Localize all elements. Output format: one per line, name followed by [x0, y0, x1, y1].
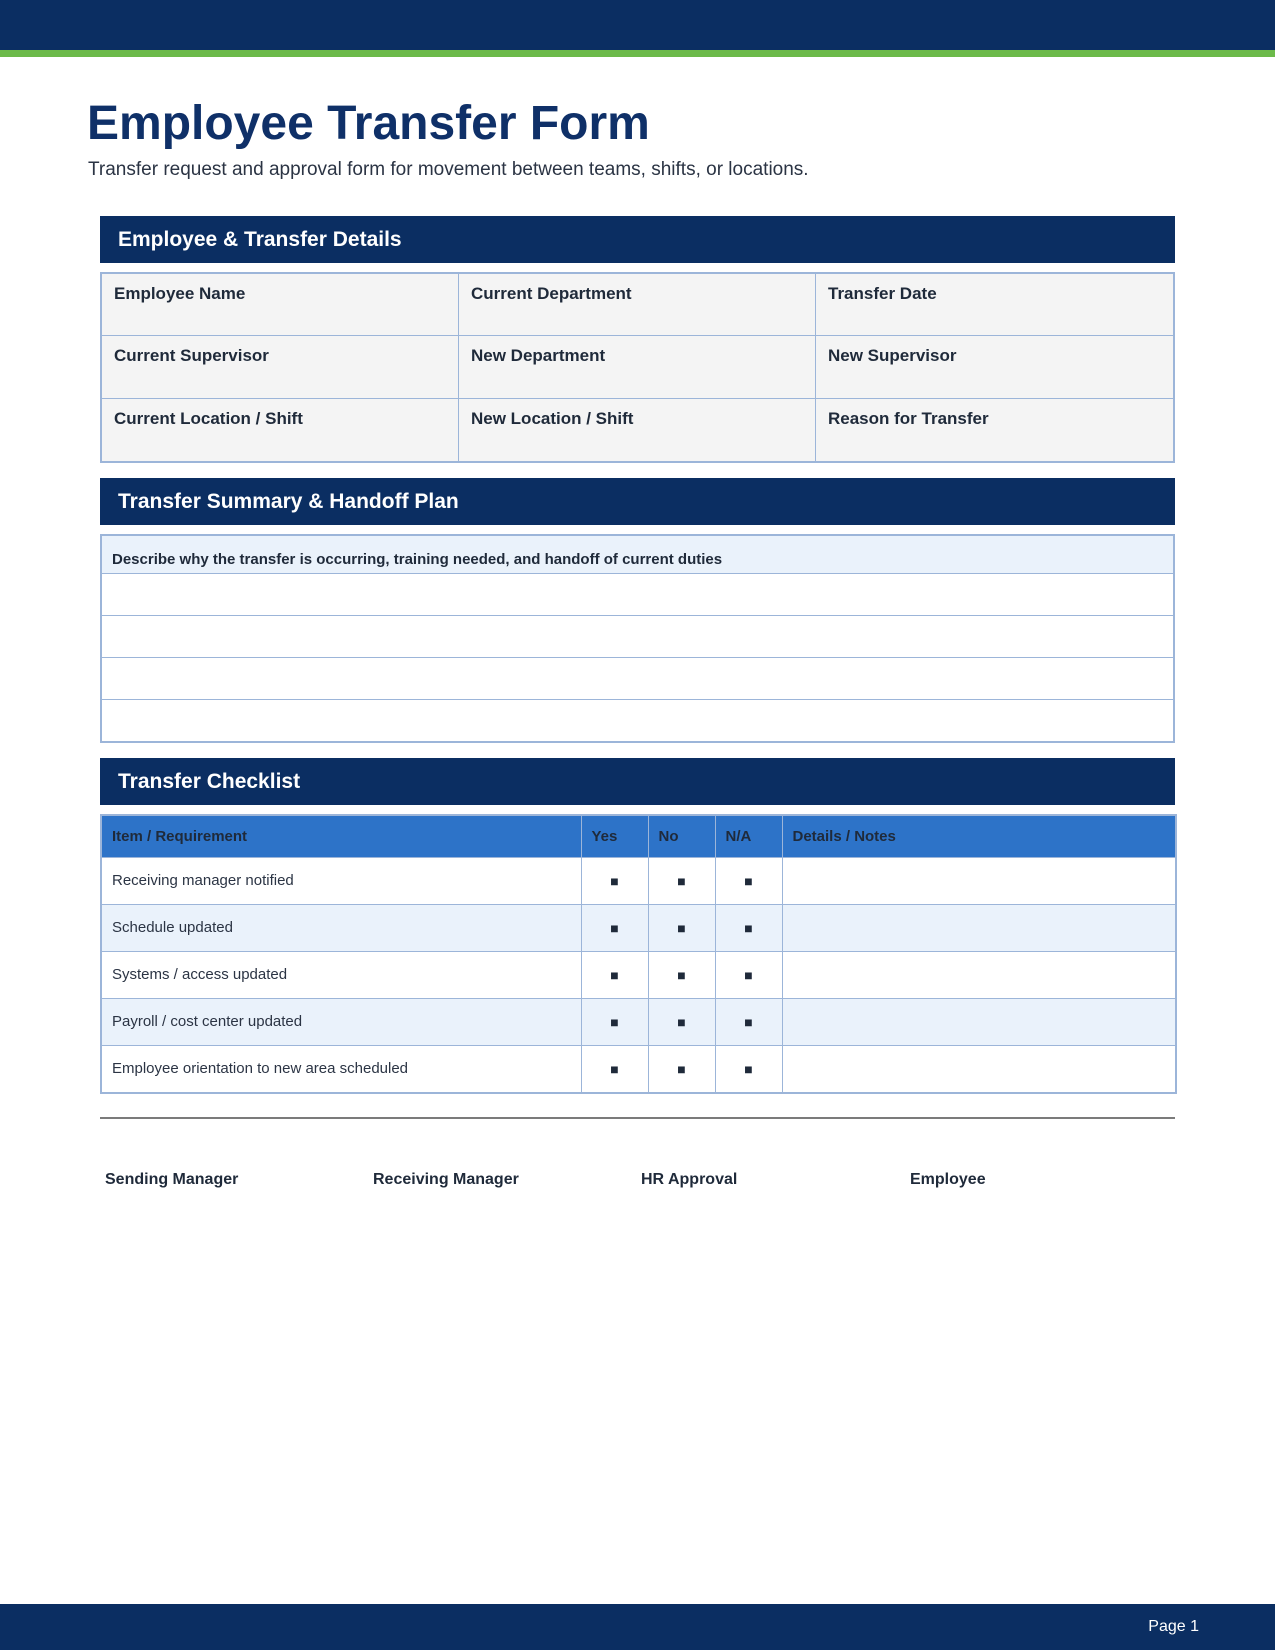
checklist-item-label: Schedule updated	[101, 904, 581, 951]
signature-line[interactable]	[100, 1117, 1175, 1119]
notes-field[interactable]	[782, 998, 1176, 1045]
field-new-location-shift[interactable]: New Location / Shift	[459, 399, 816, 461]
signature-label-employee: Employee	[910, 1171, 986, 1188]
column-header-item: Item / Requirement	[101, 815, 581, 857]
details-grid	[100, 272, 1175, 463]
field-new-department[interactable]: New Department	[459, 336, 816, 398]
field-reason-for-transfer[interactable]: Reason for Transfer	[828, 408, 989, 428]
notes-field[interactable]	[782, 1045, 1176, 1093]
column-header-na: N/A	[715, 815, 782, 857]
yes-checkbox[interactable]: ■	[581, 951, 648, 998]
page-number: Page 1	[1148, 1618, 1199, 1635]
column-header-notes: Details / Notes	[782, 815, 1176, 857]
signature-label-receiving-manager: Receiving Manager	[373, 1171, 519, 1188]
table-row	[101, 998, 1176, 1045]
no-checkbox[interactable]: ■	[648, 1045, 715, 1093]
table-row	[101, 904, 1176, 951]
yes-checkbox[interactable]: ■	[581, 857, 648, 904]
checklist-item-label: Systems / access updated	[101, 951, 581, 998]
summary-writing-line[interactable]	[102, 658, 1173, 700]
column-header-no: No	[648, 815, 715, 857]
yes-checkbox[interactable]: ■	[581, 904, 648, 951]
na-checkbox[interactable]: ■	[715, 951, 782, 998]
checklist-header-row	[101, 815, 1176, 857]
field-current-location-shift[interactable]: Current Location / Shift	[102, 399, 459, 461]
checklist-table	[100, 814, 1177, 1094]
summary-writing-line[interactable]	[102, 700, 1173, 742]
notes-field[interactable]	[782, 904, 1176, 951]
footer-bar	[0, 1604, 1275, 1650]
table-row	[101, 857, 1176, 904]
notes-field[interactable]	[782, 857, 1176, 904]
no-checkbox[interactable]: ■	[648, 904, 715, 951]
summary-box	[100, 534, 1175, 743]
na-checkbox[interactable]: ■	[715, 857, 782, 904]
na-checkbox[interactable]: ■	[715, 1045, 782, 1093]
field-new-supervisor[interactable]: New Supervisor	[816, 336, 1173, 398]
checklist-item-label: Receiving manager notified	[101, 857, 581, 904]
na-checkbox[interactable]: ■	[715, 904, 782, 951]
checklist-item-label: Employee orientation to new area scheduled	[101, 1045, 581, 1093]
field-employee-name[interactable]: Employee Name	[102, 274, 459, 336]
section-header-summary: Transfer Summary & Handoff Plan	[100, 478, 1175, 525]
top-accent-stripe	[0, 50, 1275, 57]
section-header-checklist: Transfer Checklist	[100, 758, 1175, 805]
field-current-department[interactable]: Current Department	[459, 274, 816, 336]
top-banner	[0, 0, 1275, 50]
summary-writing-line[interactable]	[102, 616, 1173, 658]
summary-prompt: Describe why the transfer is occurring, training needed, and handoff of current duties	[102, 536, 1173, 574]
checklist-item-label: Payroll / cost center updated	[101, 998, 581, 1045]
no-checkbox[interactable]: ■	[648, 951, 715, 998]
summary-writing-line[interactable]	[102, 574, 1173, 616]
page-subtitle: Transfer request and approval form for movement between teams, shifts, or locations.	[88, 159, 809, 180]
signature-label-sending-manager: Sending Manager	[105, 1171, 239, 1188]
field-transfer-date[interactable]: Transfer Date	[816, 274, 1173, 336]
table-row	[101, 951, 1176, 998]
column-header-yes: Yes	[581, 815, 648, 857]
yes-checkbox[interactable]: ■	[581, 1045, 648, 1093]
page-title: Employee Transfer Form	[87, 97, 650, 150]
notes-field[interactable]	[782, 951, 1176, 998]
no-checkbox[interactable]: ■	[648, 998, 715, 1045]
section-header-details: Employee & Transfer Details	[100, 216, 1175, 263]
na-checkbox[interactable]: ■	[715, 998, 782, 1045]
yes-checkbox[interactable]: ■	[581, 998, 648, 1045]
table-row	[101, 1045, 1176, 1093]
signature-label-hr-approval: HR Approval	[641, 1171, 738, 1188]
no-checkbox[interactable]: ■	[648, 857, 715, 904]
field-current-supervisor[interactable]: Current Supervisor	[102, 336, 459, 398]
